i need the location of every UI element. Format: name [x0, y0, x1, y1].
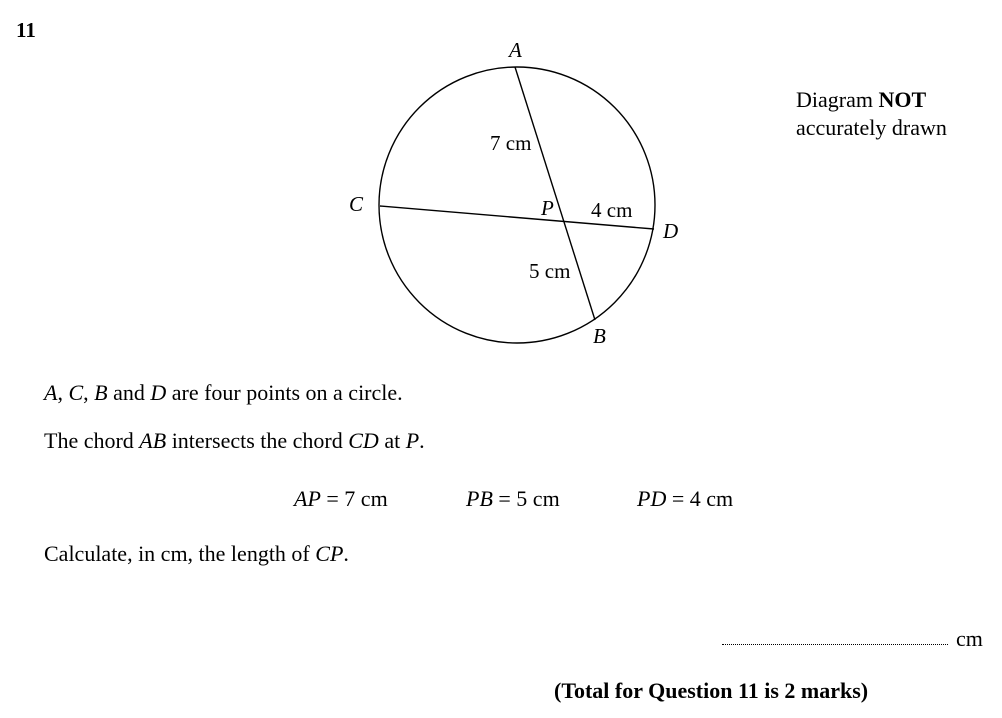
- var-cd: CD: [348, 428, 379, 453]
- var-p: P: [405, 428, 420, 453]
- line2-mid: intersects the chord: [166, 428, 349, 453]
- given-pd-var: PD: [637, 486, 667, 511]
- line3-pre: Calculate, in cm, the length of: [44, 541, 316, 566]
- given-pb: [466, 486, 560, 512]
- given-pb-value: = 5 cm: [492, 486, 560, 511]
- diagram-note: [796, 86, 947, 142]
- label-pb-length: 5 cm: [529, 259, 571, 283]
- answer-unit: cm: [956, 626, 983, 651]
- label-point-d: D: [663, 219, 679, 243]
- sep: ,: [57, 380, 69, 405]
- question-line: [44, 541, 349, 567]
- var-ab: AB: [139, 428, 167, 453]
- var-d: D: [150, 380, 167, 405]
- and: and: [107, 380, 151, 405]
- sep: ,: [83, 380, 95, 405]
- line3-end: .: [343, 541, 349, 566]
- line1-rest: are four points on a circle.: [166, 380, 403, 405]
- var-b: B: [94, 380, 108, 405]
- label-point-p: P: [541, 196, 554, 220]
- label-point-a: A: [509, 38, 522, 62]
- total-marks: (Total for Question 11 is 2 marks): [554, 678, 869, 703]
- line2-pre: The chord: [44, 428, 140, 453]
- label-point-b: B: [593, 324, 606, 348]
- var-c: C: [68, 380, 84, 405]
- statement-line-1: [44, 380, 403, 406]
- note-bold: NOT: [878, 87, 927, 112]
- given-pd-value: = 4 cm: [666, 486, 734, 511]
- label-pd-length: 4 cm: [591, 198, 633, 222]
- label-point-c: C: [349, 192, 364, 216]
- var-cp: CP: [315, 541, 344, 566]
- given-ap: [294, 486, 388, 512]
- answer-line[interactable]: [722, 644, 948, 645]
- line2-end: .: [419, 428, 425, 453]
- question-number: 11: [16, 18, 36, 42]
- note-line2: accurately drawn: [796, 115, 947, 140]
- line2-at: at: [378, 428, 406, 453]
- given-pd: [637, 486, 733, 512]
- given-ap-value: = 7 cm: [320, 486, 388, 511]
- statement-line-2: [44, 428, 425, 454]
- note-prefix: Diagram: [796, 87, 879, 112]
- var-a: A: [44, 380, 58, 405]
- given-pb-var: PB: [466, 486, 493, 511]
- label-ap-length: 7 cm: [490, 131, 532, 155]
- given-ap-var: AP: [294, 486, 321, 511]
